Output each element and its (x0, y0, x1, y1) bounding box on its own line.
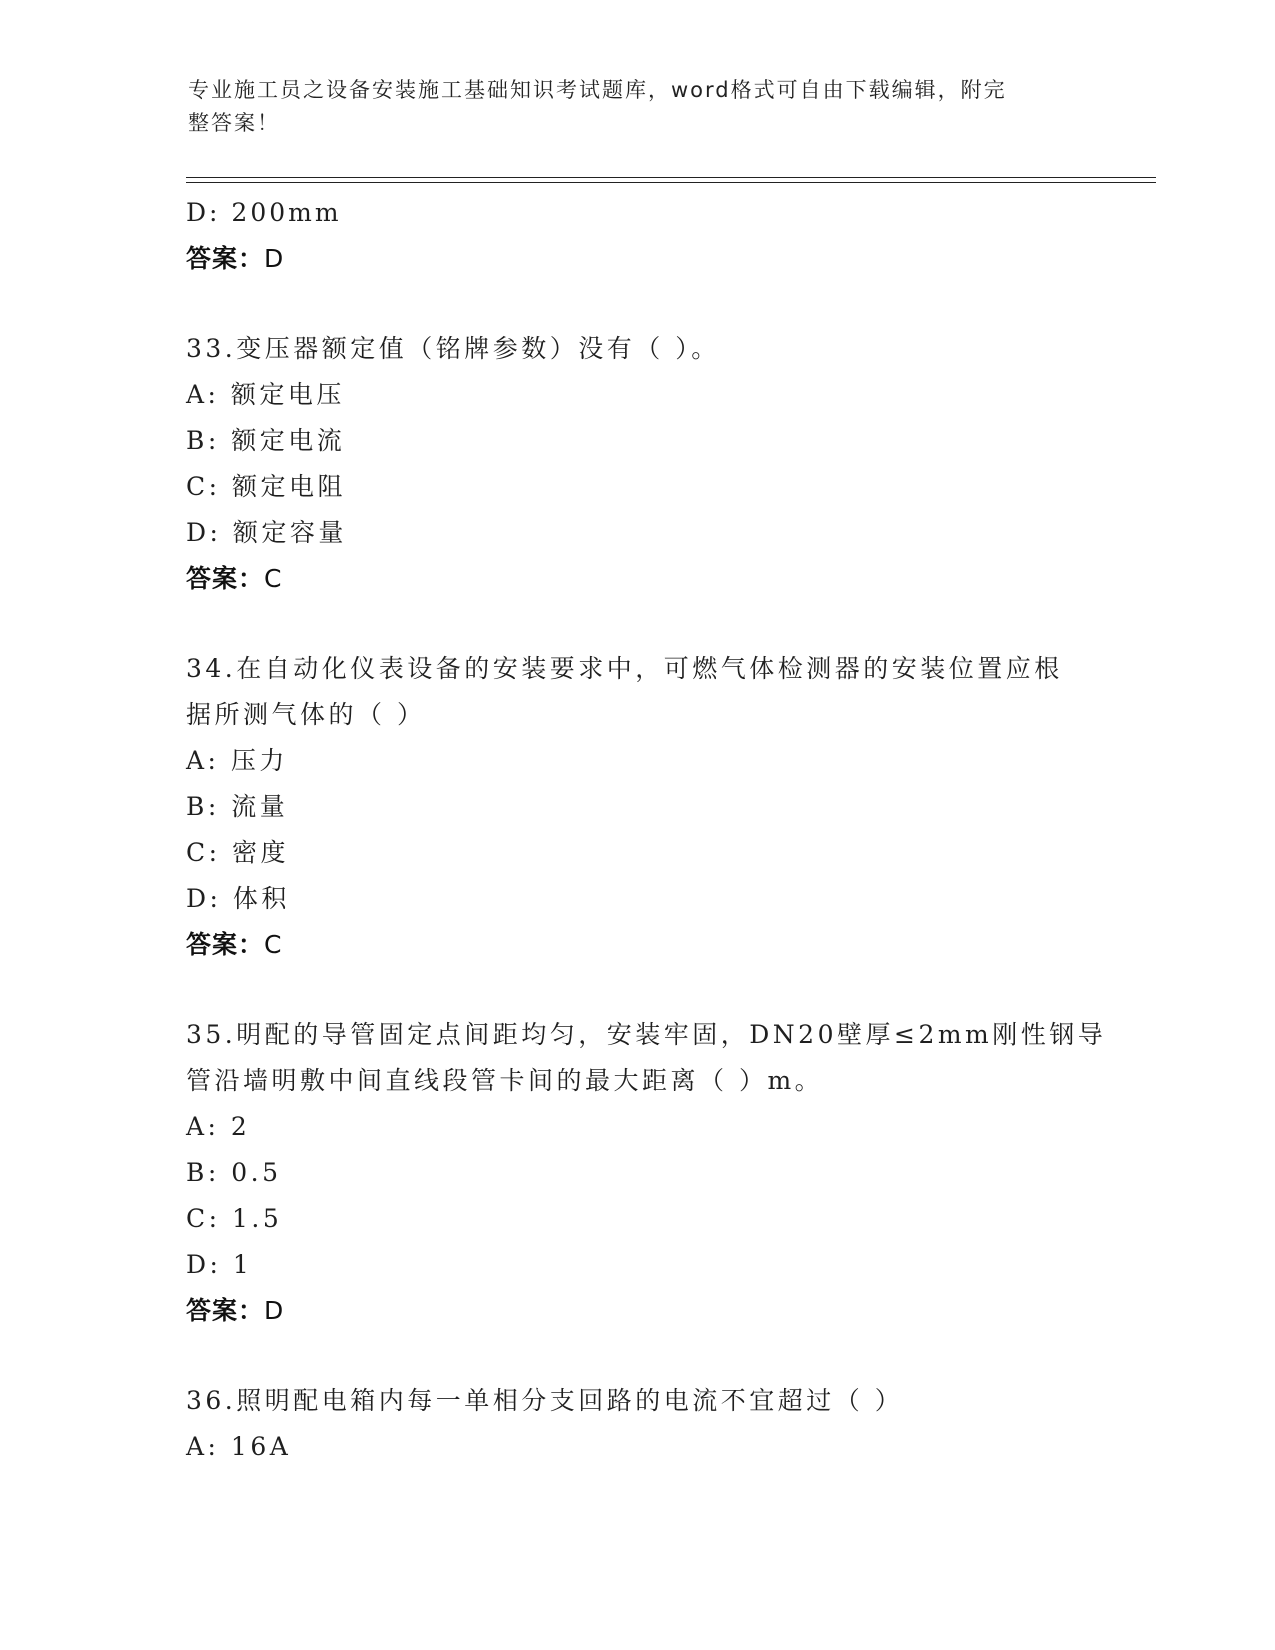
question-stem: 36.照明配电箱内每一单相分支回路的电流不宜超过（ ） (186, 1386, 904, 1415)
option-a: A: 额定电压 (186, 380, 345, 409)
answer-line (186, 922, 1086, 968)
header-line-2: 整答案！ (188, 111, 280, 135)
question-stem-continued: 管沿墙明敷中间直线段管卡间的最大距离（ ）m。 (186, 1066, 824, 1095)
option-c: C: 额定电阻 (186, 472, 346, 501)
option-d: D: 额定容量 (186, 518, 347, 547)
header-divider-top (186, 177, 1156, 178)
option-c: C: 密度 (186, 838, 289, 867)
option-c: C: 1.5 (186, 1204, 283, 1233)
answer-label: 答案： (186, 564, 265, 593)
option-b: B: 流量 (186, 792, 289, 821)
option-a: A: 2 (186, 1112, 251, 1141)
option-a: A: 16A (186, 1432, 292, 1461)
question-36 (186, 1378, 1086, 1470)
option-d: D: 1 (186, 1250, 253, 1279)
answer-value: C (264, 930, 283, 959)
option-a: A: 压力 (186, 746, 288, 775)
question-stem: 34.在自动化仪表设备的安装要求中，可燃气体检测器的安装位置应根 (186, 654, 1063, 683)
answer-value: D (264, 1296, 285, 1325)
answer-label: 答案： (186, 244, 265, 273)
question-stem-continued: 据所测气体的（ ） (186, 700, 426, 729)
option-b: B: 额定电流 (186, 426, 346, 455)
option-b: B: 0.5 (186, 1158, 282, 1187)
header-line-1: 专业施工员之设备安装施工基础知识考试题库，word格式可自由下载编辑，附完 (188, 78, 1007, 102)
document-header (188, 74, 1068, 140)
header-divider-bottom (186, 182, 1156, 183)
question-list (186, 190, 1107, 1470)
question-stem: 35.明配的导管固定点间距均匀，安装牢固，DN20壁厚≤2mm刚性钢导 (186, 1020, 1107, 1049)
answer-value: D (264, 244, 285, 273)
question-33 (186, 326, 1086, 602)
answer-line (186, 1288, 1086, 1334)
question-stem: 33.变压器额定值（铭牌参数）没有（ ）。 (186, 334, 720, 363)
answer-label: 答案： (186, 1296, 265, 1325)
option-d: D: 200mm (186, 198, 342, 227)
answer-label: 答案： (186, 930, 265, 959)
question-34 (186, 646, 1086, 968)
answer-value: C (264, 564, 283, 593)
answer-line (186, 556, 1086, 602)
question-35 (186, 1012, 1107, 1334)
question-32-tail (186, 190, 1086, 282)
answer-line (186, 236, 1086, 282)
option-d: D: 体积 (186, 884, 290, 913)
